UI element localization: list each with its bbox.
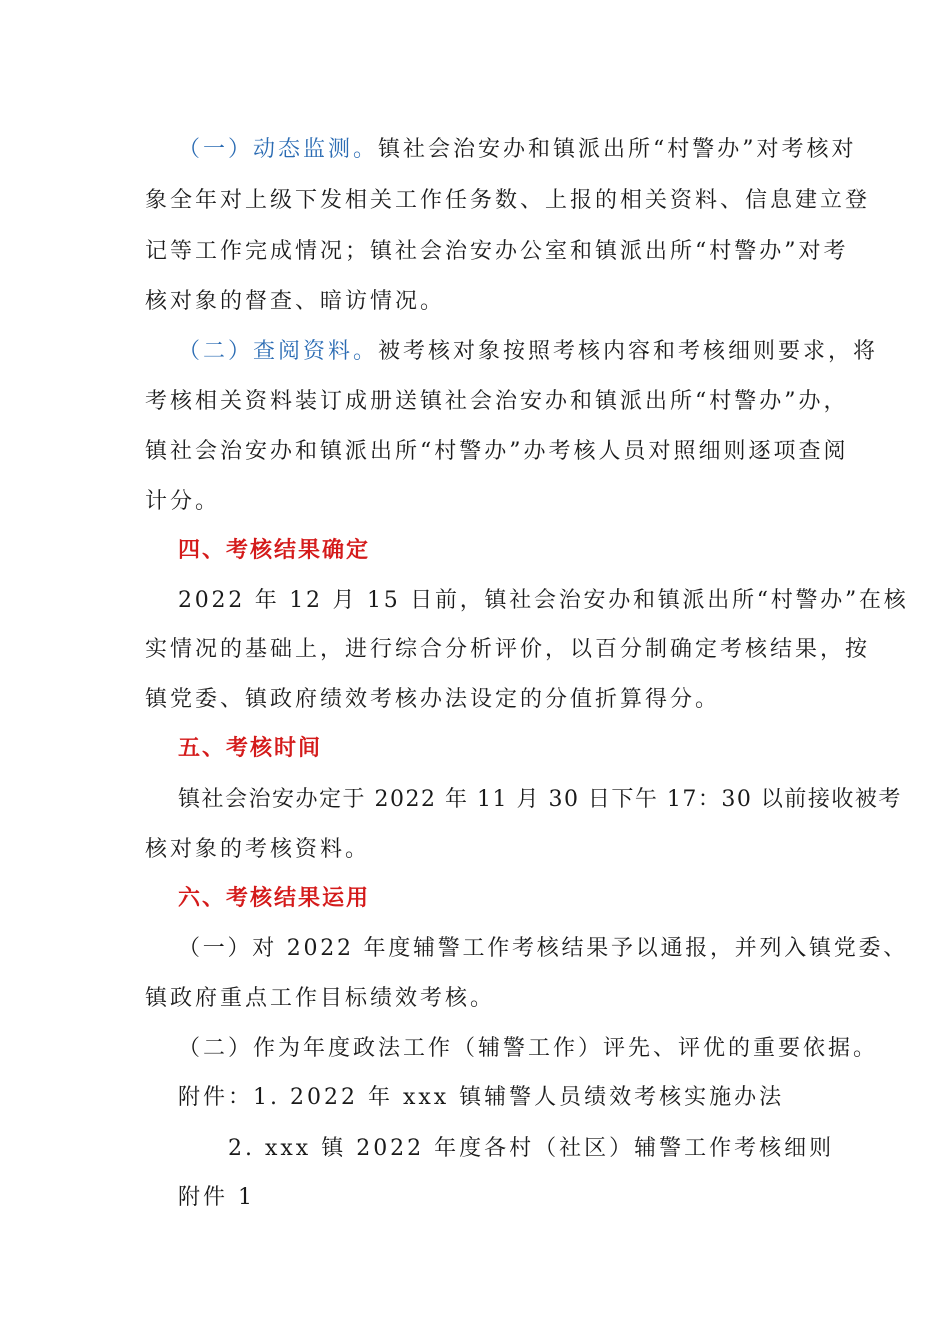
attachment-label: 附件 1 bbox=[178, 1185, 255, 1210]
review-line-2: 考核相关资料装订成册送镇社会治安办和镇派出所“村警办”办， bbox=[145, 389, 849, 414]
review-line-1 bbox=[178, 338, 878, 366]
result-line-3: 镇党委、镇政府绩效考核办法设定的分值折算得分。 bbox=[145, 687, 721, 712]
result-heading: 四、考核结果确定 bbox=[178, 538, 371, 563]
use-line-3: （二）作为年度政法工作（辅警工作）评先、评优的重要依据。 bbox=[178, 1036, 879, 1061]
time-line-1: 镇社会治安办定于 2022 年 11 月 30 日下午 17：30 以前接收被考 bbox=[178, 787, 902, 812]
attachment-line-1: 附件：1. 2022 年 xxx 镇辅警人员绩效考核实施办法 bbox=[178, 1085, 785, 1110]
monitor-text: 镇社会治安办和镇派出所“村警办”对考核对 bbox=[378, 137, 857, 162]
use-line-1: （一）对 2022 年度辅警工作考核结果予以通报，并列入镇党委、 bbox=[178, 936, 908, 961]
time-heading: 五、考核时间 bbox=[178, 736, 323, 761]
monitor-line-4: 核对象的督查、暗访情况。 bbox=[145, 289, 446, 314]
use-heading: 六、考核结果运用 bbox=[178, 886, 371, 911]
monitor-line-2: 象全年对上级下发相关工作任务数、上报的相关资料、信息建立登 bbox=[145, 188, 871, 213]
review-heading: （二）查阅资料。 bbox=[178, 339, 379, 364]
result-line-2: 实情况的基础上，进行综合分析评价，以百分制确定考核结果，按 bbox=[145, 637, 871, 662]
use-line-2: 镇政府重点工作目标绩效考核。 bbox=[145, 986, 496, 1011]
monitor-heading: （一）动态监测。 bbox=[178, 137, 379, 162]
monitor-line-1 bbox=[178, 136, 857, 164]
time-line-2: 核对象的考核资料。 bbox=[145, 837, 371, 862]
attachment-line-2: 2. xxx 镇 2022 年度各村（社区）辅警工作考核细则 bbox=[228, 1136, 835, 1161]
review-line-4: 计分。 bbox=[145, 489, 221, 514]
review-line-3: 镇社会治安办和镇派出所“村警办”办考核人员对照细则逐项查阅 bbox=[145, 439, 849, 464]
review-text: 被考核对象按照考核内容和考核细则要求，将 bbox=[378, 339, 879, 364]
monitor-line-3: 记等工作完成情况；镇社会治安办公室和镇派出所“村警办”对考 bbox=[145, 239, 849, 264]
result-line-1: 2022 年 12 月 15 日前，镇社会治安办和镇派出所“村警办”在核 bbox=[178, 588, 909, 613]
